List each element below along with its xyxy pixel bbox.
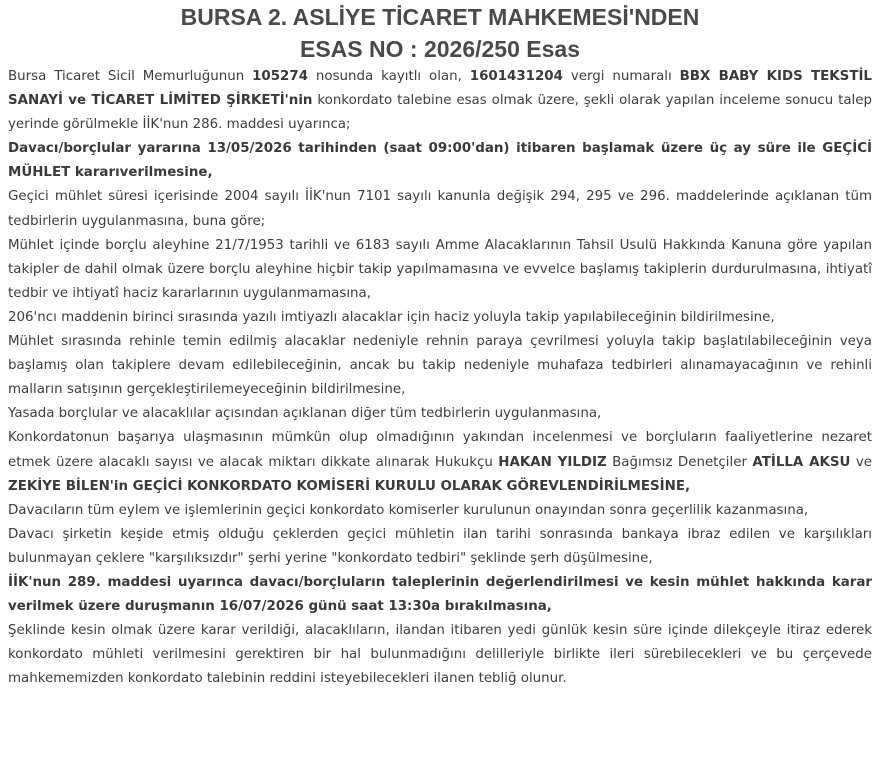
- text-span: Bağımsız Denetçiler: [606, 454, 753, 470]
- paragraph-hearing-date: İİK'nun 289. maddesi uyarınca davacı/borçluların taleplerinin değerlendirilmesi ve kesin mühlet hakkında karar verilmek üzere duruşmanın 16/07/2026 günü saat 13:30a bırakılmasına,: [8, 574, 872, 615]
- registry-number: 105274: [252, 69, 309, 84]
- commissioner-name: HAKAN YILDIZ: [498, 454, 607, 470]
- text-span: konkordato talebine esas olmak üzere, şekli olarak yapılan inceleme sonucu talep yerinde görülmekle İİK'nun 286. maddesi uyarınca;: [8, 93, 873, 133]
- case-number-value: 2026/250 Esas: [423, 36, 580, 62]
- tax-number: 1601431204: [469, 69, 563, 84]
- text-span: ve: [850, 454, 872, 470]
- text-span: vergi numaralı: [562, 69, 680, 84]
- paragraph-no-enforcement: Mühlet içinde borçlu aleyhine 21/7/1953 tarihli ve 6183 sayılı Amme Alacaklarının Tahsil Usulü Hakkında Kanuna göre yapılan takipler de dahil olmak üzere borçlu aleyhine hiçbir takip yapılmamasına ve evvelce başlamış takiplerin durdurulmasına, ihtiyatî tedbir ve ihtiyatî haciz kararlarının uygulanmamasına,: [8, 237, 872, 301]
- court-title: BURSA 2. ASLİYE TİCARET MAHKEMESİ'NDEN: [180, 4, 700, 30]
- paragraph-temporary-respite: Davacı/borçlular yararına 13/05/2026 tarihinden (saat 09:00'dan) itibaren başlamak üzere üç ay süre ile GEÇİCİ MÜHLET kararıverilmesine,: [8, 141, 872, 181]
- case-number-line: [8, 34, 872, 65]
- paragraph-other-measures: Yasada borçlular ve alacaklılar açısından açıklanan diğer tüm tedbirlerin uygulanmasına,: [8, 406, 602, 422]
- paragraph-final-notice: Şeklinde kesin olmak üzere karar verildiği, alacaklıların, ilandan itibaren yedi günlük kesin süre içinde dilekçeyle itiraz ederek konkordato mühleti verilmesini gerektiren bir hal bulunmadığını delilleriyle birlikte ileri sürebilecekleri ve bu çerçevede mahkememizden konkordato talebinin reddini isteyebilecekleri ilanen tebliğ olunur.: [8, 623, 872, 687]
- paragraph-measures: Geçici mühlet süresi içerisinde 2004 sayılı İİK'nun 7101 sayılı kanunla değişik 294, 295 ve 296. maddelerinde açıklanan tüm tedbirlerin uygulanmasına, buna göre;: [8, 189, 872, 229]
- text-span: nosunda kayıtlı olan,: [308, 69, 470, 84]
- paragraph-approval: Davacıların tüm eylem ve işlemlerinin geçici konkordato komiserler kurulunun onayından sonra geçerlilik kazanmasına,: [8, 502, 809, 518]
- company-name: BBX BABY KIDS TEKSTİL SANAYİ ve TİCARET LİMİTED ŞİRKETİ'nin: [8, 69, 872, 109]
- paragraph-pledged-claims: Mühlet sırasında rehinle temin edilmiş alacaklar nedeniyle rehnin paraya çevrilmesi yoluyla takip başlatılabileceğinin veya başlamış olan takiplere devam edilebileceğinin, ancak bu takip nedeniyle muhafaza tedbirleri alınamayacağının ve rehinli malların satışının gerçekleştirilemeyeceğinin bildirilmesine,: [8, 334, 872, 398]
- paragraph-cheques: Davacı şirketin keşide etmiş olduğu çeklerden geçici mühletin ilan tarihi sonrasında bankaya ibraz edilen ve karşılıkları bulunmayan çeklere "karşılıksızdır" şerhi yerine "konkordato tedbiri" şeklinde şerh düşülmesine,: [8, 526, 872, 566]
- commissioner-name: ATİLLA AKSU: [752, 454, 851, 470]
- text-span: Bursa Ticaret Sicil Memurluğunun: [8, 69, 253, 84]
- case-number-label: ESAS NO :: [299, 36, 418, 62]
- commissioner-assignment: ZEKİYE BİLEN'in GEÇİCİ KONKORDATO KOMİSERİ KURULU OLARAK GÖREVLENDİRİLMESİNE,: [8, 478, 691, 494]
- paragraph-commissioners: [8, 426, 872, 498]
- paragraph-registration: [8, 65, 872, 137]
- paragraph-privileged-claims: 206'ncı maddenin birinci sırasında yazılı imtiyazlı alacaklar için haciz yoluyla takip yapılabileceğinin bildirilmesine,: [8, 309, 775, 325]
- notice-body: [8, 65, 872, 691]
- text-span: Konkordatonun başarıya ulaşmasının mümkün olup olmadığının yakından incelenmesi ve borçluların faaliyetlerine nezaret etmek üzere alacaklı sayısı ve alacak miktarı dikkate alınarak Hukukçu: [8, 430, 872, 470]
